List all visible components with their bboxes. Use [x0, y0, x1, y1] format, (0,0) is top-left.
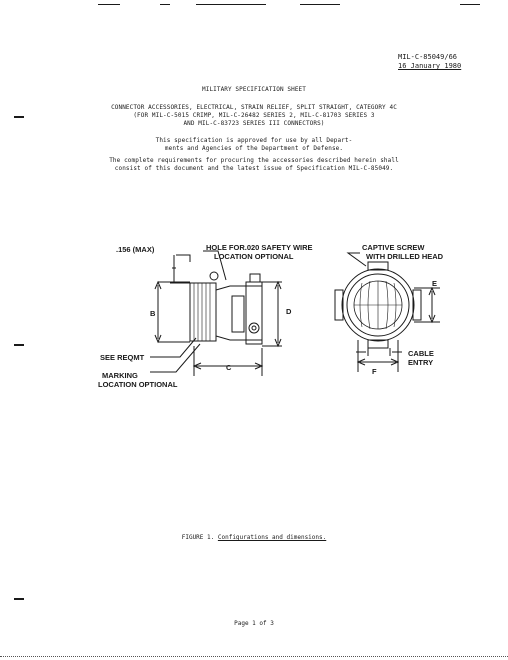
- end-view: [335, 262, 421, 348]
- dim-c-label: C: [226, 363, 232, 372]
- side-view-screw: [249, 323, 259, 333]
- dim-156-label: .156 (MAX): [116, 245, 155, 254]
- side-view-saddle: [232, 296, 244, 332]
- dim-d-label: D: [286, 307, 292, 316]
- figure-caption: [0, 534, 508, 542]
- marking-line-1: MARKING: [102, 371, 138, 380]
- captive-screw-line-1: CAPTIVE SCREW: [362, 243, 425, 252]
- dim-e-label: E: [432, 279, 438, 288]
- dim-f-label: F: [372, 367, 377, 376]
- hole-note-line-1: HOLE FOR.020 SAFETY WIRE: [206, 243, 313, 252]
- approval-line-2: ments and Agencies of the Department of Defense.: [164, 145, 344, 152]
- side-view: [190, 272, 262, 344]
- doc-number: MIL-C-85049/66: [398, 53, 458, 61]
- marking-line-2: LOCATION OPTIONAL: [98, 380, 178, 389]
- page-number: Page 1 of 3: [234, 620, 274, 627]
- doc-date: 16 January 1980: [398, 62, 462, 70]
- cable-entry-line-2: ENTRY: [408, 358, 434, 367]
- figure-title: Configurations and dimensions.: [217, 534, 327, 541]
- cable-entry-line-1: CABLE: [408, 349, 434, 358]
- approval-line-1: This specification is approved for use by all Depart-: [155, 137, 353, 144]
- subject-line-1: CONNECTOR ACCESSORIES, ELECTRICAL, STRAIN RELIEF, SPLIT STRAIGHT, CATEGORY 4C: [111, 104, 397, 111]
- requirements-line-1: The complete requirements for procuring the accessories described herein shall: [109, 157, 399, 164]
- figure-label: FIGURE 1.: [181, 534, 215, 541]
- captive-screw-line-2: WITH DRILLED HEAD: [366, 252, 444, 261]
- hole-note-line-2: LOCATION OPTIONAL: [214, 252, 294, 261]
- side-view-clamp: [246, 282, 262, 344]
- requirements-line-2: consist of this document and the latest issue of Specification MIL-C-85049.: [114, 165, 394, 172]
- subject-line-3: AND MIL-C-83723 SERIES III CONNECTORS): [183, 120, 325, 127]
- safety-wire-hole: [210, 272, 218, 280]
- sheet-title: MILITARY SPECIFICATION SHEET: [202, 86, 306, 93]
- dim-b-label: B: [150, 309, 156, 318]
- subject-line-2: (FOR MIL-C-5015 CRIMP, MIL-C-26482 SERIES 2, MIL-C-81703 SERIES 3: [133, 112, 375, 119]
- see-reqmt-label: SEE REQMT: [100, 353, 145, 362]
